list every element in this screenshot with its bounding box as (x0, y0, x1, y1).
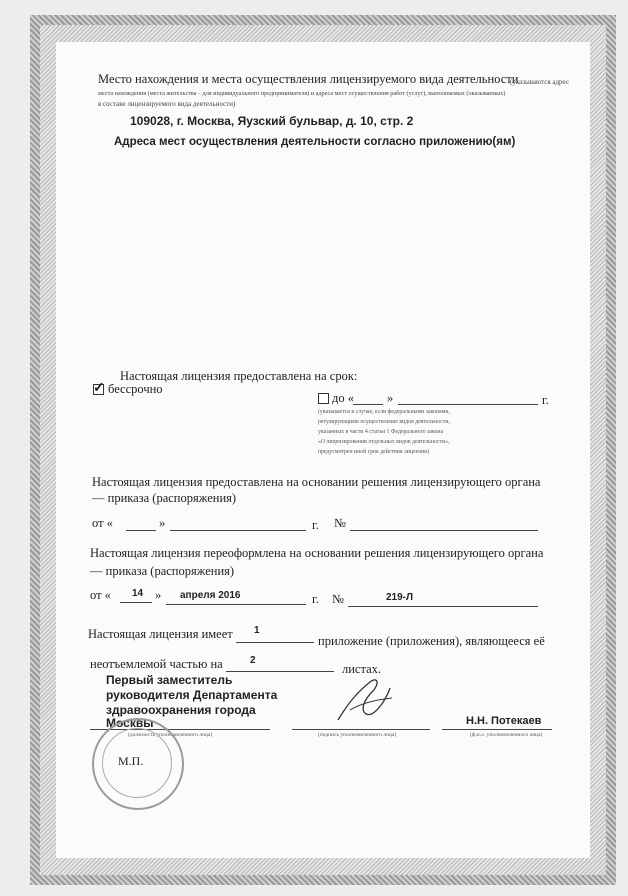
official-position-1: Первый заместитель (106, 673, 233, 687)
signature-line (292, 729, 430, 730)
name-line (442, 729, 552, 730)
reissue-year-label: г. (312, 592, 319, 606)
reissued-basis-2: — приказа (распоряжения) (90, 564, 235, 578)
signature-image (330, 670, 400, 730)
appendix-count-line (236, 642, 314, 643)
official-position-3: здравоохранения города (106, 703, 256, 717)
granted-from-label: от « (92, 516, 113, 530)
official-position-2: руководителя Департамента (106, 688, 278, 702)
granted-number-line (350, 530, 538, 531)
stamp-label: М.П. (118, 754, 144, 768)
sheets-count-line (226, 671, 334, 672)
granted-year-label: г. (312, 518, 319, 532)
reissue-quote: » (155, 588, 162, 602)
reissue-from-label: от « (90, 588, 111, 602)
appendix-text: приложение (приложения), являющееся её (318, 634, 545, 648)
term-note-4: «О лицензировании отдельных видов деятельности», (318, 439, 450, 445)
appendix-count: 1 (254, 625, 260, 636)
until-day-line (353, 404, 383, 405)
place-note-3: в составе лицензируемого вида деятельности) (98, 100, 236, 108)
address: 109028, г. Москва, Яузский бульвар, д. 10, стр. 2 (130, 114, 414, 128)
until-checkbox[interactable] (318, 393, 329, 404)
term-text: Настоящая лицензия предоставлена на срок: (120, 369, 358, 383)
granted-number-label: № (334, 516, 346, 530)
place-title: Место нахождения и места осуществления лицензируемого вида деятельности (98, 72, 519, 86)
position-caption: (должность уполномоченного лица) (128, 732, 213, 738)
term-note-3: указанных в части 4 статьи 1 Федерального закона (318, 429, 444, 435)
sheets-count: 2 (250, 655, 256, 666)
name-caption: (ф.и.о. уполномоченного лица) (470, 732, 543, 738)
reissue-day-line (120, 602, 152, 603)
signature-caption: (подпись уполномоченного лица) (318, 732, 397, 738)
until-quote: » (387, 391, 394, 405)
term-note-5: предусмотрен иной срок действия лицензии) (318, 449, 430, 455)
reissue-number-line (348, 606, 538, 607)
granted-basis-1: Настоящая лицензия предоставлена на основании решения лицензирующего органа (92, 475, 541, 489)
until-suffix: г. (542, 393, 549, 407)
until-prefix: до « (332, 391, 354, 405)
place-note-1: (указываются адрес (510, 78, 569, 86)
reissue-month-year: апреля 2016 (180, 590, 241, 601)
place-note-2: места нахождения (места жительства – для индивидуального предпринимателя) и адреса мест осуществления работ (услуг), выполняемых (оказываемых) (98, 90, 506, 97)
term-note-1: (указывается в случае, если федеральными законами, (318, 409, 450, 415)
has-text: Настоящая лицензия имеет (88, 627, 233, 641)
granted-basis-2: — приказа (распоряжения) (92, 491, 237, 505)
reissue-day: 14 (132, 588, 144, 599)
unlimited-label: бессрочно (108, 382, 163, 396)
granted-quote: » (159, 516, 166, 530)
granted-date-line (170, 530, 306, 531)
reissue-number-label: № (332, 592, 344, 606)
sheets-label: листах. (342, 662, 382, 676)
official-position-4: Москвы (106, 716, 154, 730)
term-note-2: регулирующими осуществление видов деятельности, (318, 419, 450, 425)
reissue-date-line (166, 604, 306, 605)
integral-text: неотъемлемой частью на (90, 657, 223, 671)
official-name: Н.Н. Потекаев (466, 715, 542, 727)
check-mark-icon: ✓ (93, 381, 105, 396)
until-date-line (398, 404, 538, 405)
granted-day-line (126, 530, 156, 531)
addresses-appendix: Адреса мест осуществления деятельности согласно приложению(ям) (114, 136, 516, 148)
reissue-number: 219-Л (386, 592, 414, 603)
reissued-basis-1: Настоящая лицензия переоформлена на основании решения лицензирующего органа (90, 546, 544, 560)
